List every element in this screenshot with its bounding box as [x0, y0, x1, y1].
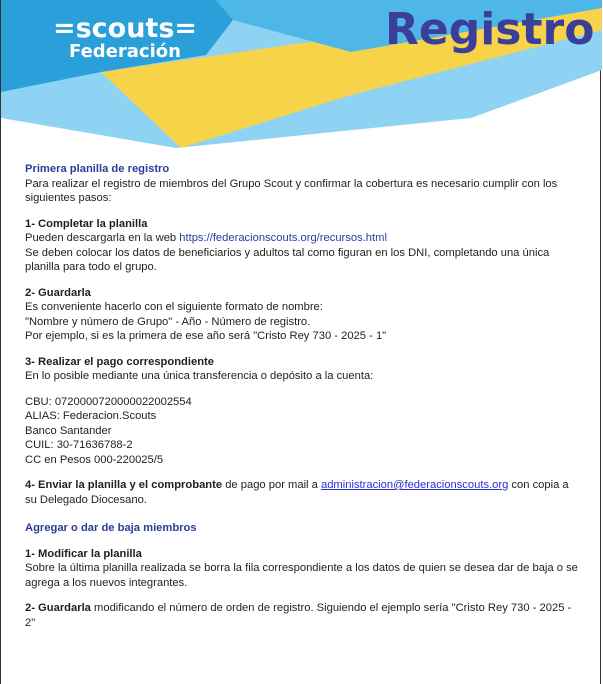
step-heading: 2- Guardarla — [25, 286, 91, 299]
header-banner — [1, 0, 602, 150]
document-body — [25, 162, 583, 641]
resources-link[interactable]: https://federacionscouts.org/recursos.html — [179, 232, 387, 244]
step-heading: 1- Modificar la planilla — [25, 547, 142, 560]
step-text: "Nombre y número de Grupo" - Año - Número de registro. — [25, 315, 311, 328]
section-intro-text: Para realizar el registro de miembros del Grupo Scout y confirmar la cobertura es necesario cumplir con los siguientes pasos: — [25, 177, 558, 204]
section-heading: Agregar o dar de baja miembros — [25, 522, 197, 534]
step-text: Pueden descargarla en la web — [25, 232, 180, 244]
step-text: Por ejemplo, si es la primera de ese año será "Cristo Rey 730 - 2025 - 1" — [25, 330, 387, 342]
step-save-modified — [25, 601, 583, 630]
step-heading: 3- Realizar el pago correspondiente — [25, 355, 214, 368]
step-text: Es conveniente hacerlo con el siguiente formato de nombre: — [25, 301, 323, 313]
step-text: modificando el número de orden de registro. Siguiendo el ejemplo sería "Cristo Rey 730 - 2025 - 2" — [25, 602, 572, 629]
step-send-email — [25, 478, 583, 507]
step-text: con copia a su Delegado Diocesano. — [25, 479, 569, 506]
scouts-federacion-logo — [45, 14, 205, 62]
step-save-form — [25, 286, 583, 344]
alias-value: ALIAS: Federacion.Scouts — [25, 410, 157, 422]
cbu-value: CBU: 0720000720000022002554 — [25, 395, 192, 408]
page-title: Registro — [385, 4, 595, 55]
bank-account-details — [25, 395, 583, 468]
section-heading: Primera planilla de registro — [25, 163, 170, 175]
step-complete-form — [25, 217, 583, 275]
account-number: CC en Pesos 000-220025/5 — [25, 453, 164, 466]
step-text: En lo posible mediante una única transferencia o depósito a la cuenta: — [25, 370, 374, 382]
bank-name: Banco Santander — [25, 424, 112, 437]
step-payment — [25, 355, 583, 384]
step-heading: 2- Guardarla — [25, 602, 91, 614]
step-text: de pago por mail a — [222, 479, 321, 491]
step-text: Se deben colocar los datos de beneficiarios y adultos tal como figuran en los DNI, completando una única planilla para todo el grupo. — [25, 246, 550, 273]
admin-email-link[interactable]: administracion@federacionscouts.org — [320, 479, 509, 491]
logo-wordmark: =scouts= — [52, 13, 198, 44]
section-add-remove-members — [25, 521, 583, 536]
step-heading: 1- Completar la planilla — [25, 217, 148, 230]
step-heading: 4- Enviar la planilla y el comprobante — [25, 479, 223, 491]
section-first-registration — [25, 162, 583, 206]
step-modify-form — [25, 547, 583, 591]
logo-subtitle: Federación — [69, 41, 181, 62]
cuil-value: CUIL: 30-71636788-2 — [25, 439, 133, 451]
step-text: Sobre la última planilla realizada se borra la fila correspondiente a los datos de quien se desea dar de baja o se agrega a los nuevos integrantes. — [25, 562, 578, 589]
